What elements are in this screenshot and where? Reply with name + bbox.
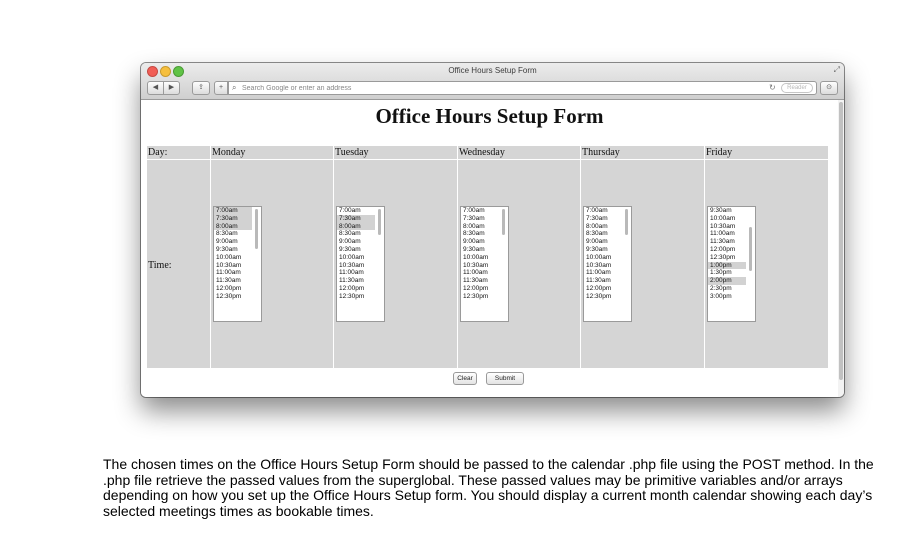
submit-button[interactable]: Submit bbox=[486, 372, 524, 385]
day-header-monday: Monday bbox=[212, 147, 246, 158]
time-option[interactable]: 8:30am bbox=[216, 230, 238, 238]
time-option[interactable]: 7:00am bbox=[339, 207, 361, 214]
assignment-instructions: The chosen times on the Office Hours Setup Form should be passed to the calendar .php file using the POST method. In the .php file retrieve the passed values from the superglobal. These passed values may be primitive variables and/or arrays depending on how you set up the Office Hours Setup form. You should display a current month calendar showing each day’s selected meetings times as bookable times. bbox=[103, 456, 874, 519]
time-option[interactable]: 11:30am bbox=[216, 277, 241, 285]
clear-button[interactable]: Clear bbox=[453, 372, 477, 385]
forward-button[interactable]: ▶ bbox=[163, 81, 180, 95]
time-select-thursday[interactable] bbox=[583, 206, 632, 322]
time-option[interactable]: 7:30am bbox=[586, 214, 608, 222]
time-option[interactable]: 12:30pm bbox=[463, 292, 489, 300]
time-option[interactable]: 12:30pm bbox=[216, 292, 242, 300]
time-option[interactable]: 1:00pm bbox=[708, 262, 746, 270]
time-option[interactable]: 8:00am bbox=[586, 222, 608, 230]
day-header-thursday: Thursday bbox=[582, 147, 620, 158]
listbox-scrollbar[interactable] bbox=[502, 209, 505, 235]
time-option[interactable]: 10:30am bbox=[586, 261, 612, 269]
time-select-monday[interactable] bbox=[213, 206, 262, 322]
time-option[interactable]: 12:00pm bbox=[339, 284, 365, 292]
time-option[interactable]: 9:00am bbox=[586, 238, 608, 246]
day-header-friday: Friday bbox=[706, 147, 733, 158]
time-option[interactable]: 10:30am bbox=[216, 261, 242, 269]
address-input[interactable] bbox=[242, 82, 642, 94]
time-option[interactable]: 10:30am bbox=[339, 261, 365, 269]
time-option[interactable]: 9:30am bbox=[586, 245, 608, 253]
time-option[interactable]: 11:00am bbox=[216, 269, 241, 277]
time-option[interactable]: 11:30am bbox=[586, 277, 611, 285]
day-header-wednesday: Wednesday bbox=[459, 147, 505, 158]
column-divider bbox=[457, 146, 458, 368]
time-option[interactable]: 7:00am bbox=[586, 207, 608, 214]
day-label: Day: bbox=[148, 147, 168, 158]
downloads-button[interactable]: ⊙ bbox=[820, 81, 838, 95]
time-option[interactable]: 12:00pm bbox=[463, 284, 489, 292]
time-option[interactable]: 2:30pm bbox=[710, 284, 732, 292]
time-option[interactable]: 9:30am bbox=[463, 245, 485, 253]
time-option[interactable]: 8:30am bbox=[463, 230, 485, 238]
time-option[interactable]: 3:00pm bbox=[710, 292, 732, 300]
time-option[interactable]: 9:30am bbox=[216, 245, 238, 253]
time-option[interactable]: 7:00am bbox=[214, 207, 252, 215]
page-content bbox=[141, 100, 838, 397]
column-divider bbox=[333, 146, 334, 368]
time-option[interactable]: 8:30am bbox=[586, 230, 608, 238]
time-option[interactable]: 10:00am bbox=[216, 253, 242, 261]
time-select-friday[interactable] bbox=[707, 206, 756, 322]
fullscreen-icon[interactable]: ⤢ bbox=[833, 65, 840, 74]
time-option[interactable]: 7:00am bbox=[463, 207, 485, 214]
office-hours-form bbox=[147, 146, 828, 368]
listbox-scrollbar[interactable] bbox=[749, 227, 752, 271]
page-scrollbar[interactable] bbox=[838, 100, 844, 397]
time-option[interactable]: 12:00pm bbox=[216, 284, 242, 292]
time-option[interactable]: 11:30am bbox=[710, 238, 735, 246]
scroll-thumb[interactable] bbox=[839, 102, 843, 380]
day-header-tuesday: Tuesday bbox=[335, 147, 369, 158]
time-option[interactable]: 7:30am bbox=[463, 214, 485, 222]
browser-window bbox=[141, 63, 844, 397]
listbox-scrollbar[interactable] bbox=[378, 209, 381, 235]
add-bookmark-button[interactable]: + bbox=[214, 81, 228, 95]
time-option[interactable]: 9:30am bbox=[710, 207, 732, 214]
time-option[interactable]: 12:30pm bbox=[339, 292, 365, 300]
column-divider bbox=[704, 146, 705, 368]
listbox-scrollbar[interactable] bbox=[625, 209, 628, 235]
time-option[interactable]: 10:30am bbox=[710, 222, 736, 230]
time-option[interactable]: 10:00am bbox=[710, 214, 736, 222]
column-divider bbox=[580, 146, 581, 368]
time-option[interactable]: 10:30am bbox=[463, 261, 489, 269]
browser-toolbar bbox=[141, 63, 844, 100]
time-option[interactable]: 10:00am bbox=[586, 253, 612, 261]
time-option[interactable]: 8:00am bbox=[463, 222, 485, 230]
time-option[interactable]: 10:00am bbox=[339, 253, 365, 261]
back-button[interactable]: ◀ bbox=[147, 81, 164, 95]
listbox-scrollbar[interactable] bbox=[255, 209, 258, 249]
page-title: Office Hours Setup Form bbox=[375, 104, 604, 128]
time-option[interactable]: 12:30pm bbox=[586, 292, 612, 300]
time-option[interactable]: 11:00am bbox=[339, 269, 364, 277]
header-divider bbox=[147, 159, 828, 160]
time-option[interactable]: 12:30pm bbox=[710, 253, 736, 261]
time-option[interactable]: 1:30pm bbox=[710, 269, 732, 277]
time-option[interactable]: 2:00pm bbox=[708, 277, 746, 285]
time-option[interactable]: 8:30am bbox=[339, 230, 361, 238]
time-option[interactable]: 8:00am bbox=[337, 223, 375, 231]
column-divider bbox=[210, 146, 211, 368]
time-option[interactable]: 9:00am bbox=[216, 238, 238, 246]
search-icon: ⌕ bbox=[232, 83, 237, 92]
time-label: Time: bbox=[148, 260, 172, 271]
time-option[interactable]: 9:00am bbox=[463, 238, 485, 246]
time-option[interactable]: 7:30am bbox=[214, 215, 252, 223]
time-option[interactable]: 11:30am bbox=[339, 277, 364, 285]
time-option[interactable]: 7:30am bbox=[337, 215, 375, 223]
address-bar[interactable] bbox=[228, 81, 817, 95]
time-option[interactable]: 10:00am bbox=[463, 253, 489, 261]
time-option[interactable]: 12:00pm bbox=[586, 284, 612, 292]
time-option[interactable]: 8:00am bbox=[214, 223, 252, 231]
time-select-tuesday[interactable] bbox=[336, 206, 385, 322]
reload-icon[interactable]: ↻ bbox=[769, 83, 776, 92]
time-option[interactable]: 11:00am bbox=[463, 269, 488, 277]
window-title: Office Hours Setup Form bbox=[448, 66, 537, 75]
time-option[interactable]: 11:00am bbox=[586, 269, 611, 277]
time-option[interactable]: 11:30am bbox=[463, 277, 488, 285]
time-option[interactable]: 9:30am bbox=[339, 245, 361, 253]
time-option[interactable]: 9:00am bbox=[339, 238, 361, 246]
share-button[interactable]: ⇪ bbox=[192, 81, 210, 95]
time-option[interactable]: 12:00pm bbox=[710, 245, 736, 253]
time-option[interactable]: 11:00am bbox=[710, 230, 735, 238]
reader-button[interactable]: Reader bbox=[781, 83, 813, 93]
time-select-wednesday[interactable] bbox=[460, 206, 509, 322]
